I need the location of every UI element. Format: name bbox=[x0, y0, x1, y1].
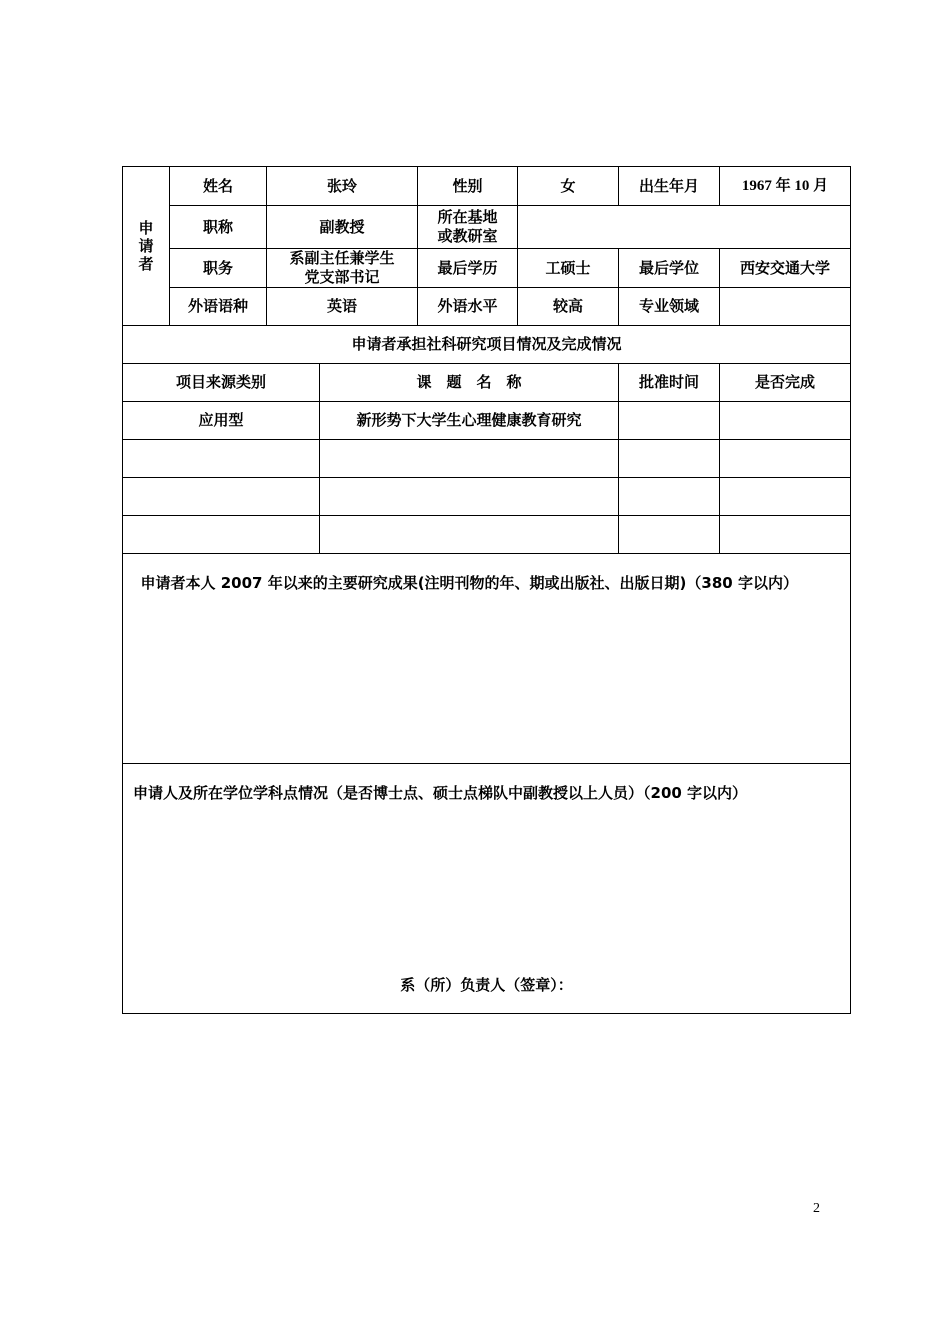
project-title: 新形势下大学生心理健康教育研究 bbox=[320, 402, 619, 440]
language-level-value: 较高 bbox=[518, 288, 619, 326]
gender-value: 女 bbox=[518, 167, 619, 206]
title-label: 职称 bbox=[170, 206, 267, 249]
table-row bbox=[123, 440, 851, 478]
research-results-cell bbox=[123, 554, 851, 764]
projects-header-row bbox=[123, 364, 851, 402]
degree-program-row bbox=[123, 764, 851, 1014]
project-source bbox=[123, 440, 320, 478]
applicant-row-title bbox=[123, 206, 851, 249]
birth-label: 出生年月 bbox=[619, 167, 720, 206]
projects-section-title: 申请者承担社科研究项目情况及完成情况 bbox=[123, 326, 851, 364]
table-row bbox=[123, 478, 851, 516]
gender-label: 性别 bbox=[418, 167, 518, 206]
project-source: 应用型 bbox=[123, 402, 320, 440]
field-label: 专业领域 bbox=[619, 288, 720, 326]
title-value: 副教授 bbox=[267, 206, 418, 249]
applicant-row-position bbox=[123, 249, 851, 288]
project-title bbox=[320, 516, 619, 554]
table-row bbox=[123, 402, 851, 440]
applicant-row-name bbox=[123, 167, 851, 206]
language-value: 英语 bbox=[267, 288, 418, 326]
project-title bbox=[320, 440, 619, 478]
base-value bbox=[518, 206, 851, 249]
birth-value: 1967 年 10 月 bbox=[720, 167, 851, 206]
applicant-row-language bbox=[123, 288, 851, 326]
education-value: 工硕士 bbox=[518, 249, 619, 288]
language-level-label: 外语水平 bbox=[418, 288, 518, 326]
field-value bbox=[720, 288, 851, 326]
projects-header-source: 项目来源类别 bbox=[123, 364, 320, 402]
research-results-row bbox=[123, 554, 851, 764]
position-label: 职务 bbox=[170, 249, 267, 288]
project-date bbox=[619, 516, 720, 554]
project-date bbox=[619, 402, 720, 440]
project-done bbox=[720, 478, 851, 516]
project-done bbox=[720, 402, 851, 440]
projects-header-title: 课 题 名 称 bbox=[320, 364, 619, 402]
project-title bbox=[320, 478, 619, 516]
degree-value: 西安交通大学 bbox=[720, 249, 851, 288]
language-label: 外语语种 bbox=[170, 288, 267, 326]
degree-program-prompt: 申请人及所在学位学科点情况（是否博士点、硕士点梯队中副教授以上人员）（200 字以内） bbox=[133, 784, 748, 802]
name-value: 张玲 bbox=[267, 167, 418, 206]
education-label: 最后学历 bbox=[418, 249, 518, 288]
projects-header-date: 批准时间 bbox=[619, 364, 720, 402]
position-value: 系副主任兼学生 党支部书记 bbox=[267, 249, 418, 288]
project-done bbox=[720, 440, 851, 478]
application-form bbox=[122, 166, 850, 1014]
page-number: 2 bbox=[813, 1201, 820, 1216]
table-row bbox=[123, 516, 851, 554]
base-label: 所在基地 或教研室 bbox=[418, 206, 518, 249]
project-source bbox=[123, 478, 320, 516]
project-done bbox=[720, 516, 851, 554]
degree-label: 最后学位 bbox=[619, 249, 720, 288]
project-date bbox=[619, 478, 720, 516]
project-date bbox=[619, 440, 720, 478]
projects-header-done: 是否完成 bbox=[720, 364, 851, 402]
project-source bbox=[123, 516, 320, 554]
research-results-prompt: 申请者本人 2007 年以来的主要研究成果(注明刊物的年、期或出版社、出版日期)（380 字以内） bbox=[140, 574, 798, 592]
projects-section-title-row bbox=[123, 326, 851, 364]
name-label: 姓名 bbox=[170, 167, 267, 206]
signature-line: 系（所）负责人（签章）： bbox=[400, 976, 573, 994]
degree-program-cell bbox=[123, 764, 851, 1014]
applicant-side-label: 申 请 者 bbox=[123, 167, 170, 326]
applicant-table bbox=[122, 166, 851, 1014]
